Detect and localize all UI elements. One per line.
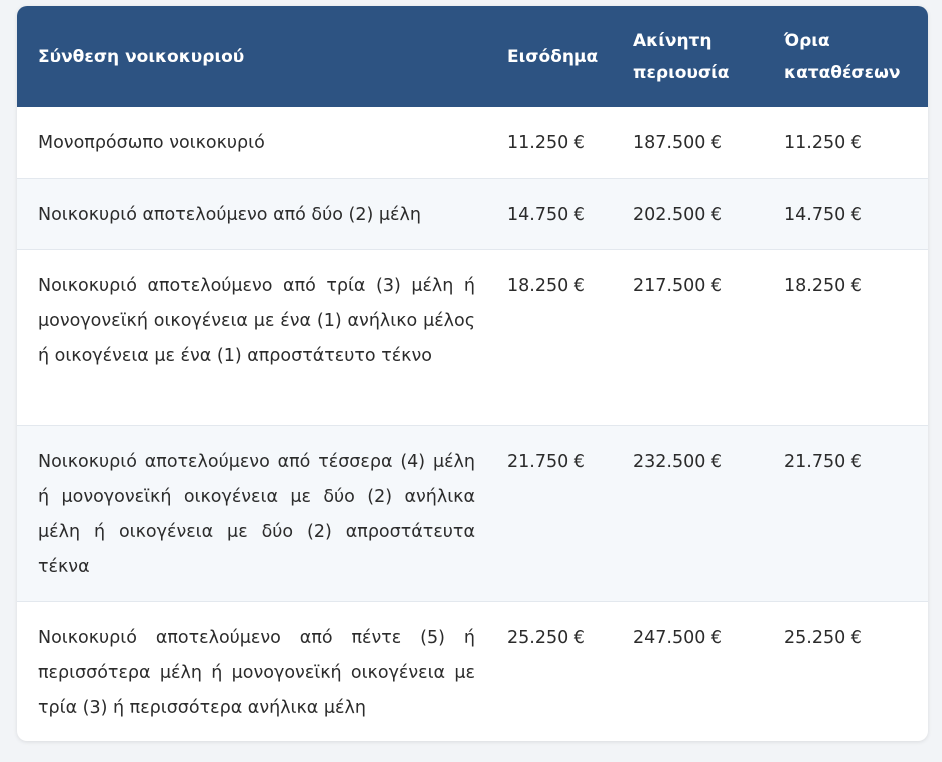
header-income	[487, 6, 613, 107]
table-row	[17, 425, 928, 601]
cell-property: 217.500 €	[633, 275, 723, 296]
cell-deposits: 25.250 €	[784, 627, 862, 648]
cell-income: 11.250 €	[507, 133, 585, 153]
table-body	[17, 107, 928, 741]
cell-property: 187.500 €	[633, 133, 723, 153]
thresholds-table-card	[17, 6, 928, 741]
header-income-label: Εισόδημα	[507, 46, 599, 67]
cell-deposits: 21.750 €	[784, 451, 862, 472]
header-deposits	[764, 6, 928, 107]
header-property-label-line1: Ακίνητη	[633, 30, 712, 51]
header-property	[613, 6, 764, 107]
cell-composition: Νοικοκυριό αποτελούμενο από τέσσερα (4) μέλη ή μονογονεϊκή οικογένεια με δύο (2) ανήλικα μέλη ή οικογένεια με δύο (2) απροστάτευτα τέκνα	[38, 451, 475, 577]
cell-composition: Μονοπρόσωπο νοικοκυριό	[38, 133, 265, 153]
header-deposits-label-line1: Όρια	[784, 30, 830, 51]
header-composition	[17, 6, 487, 107]
cell-income: 18.250 €	[507, 275, 585, 296]
header-row	[17, 6, 928, 107]
table-row	[17, 601, 928, 741]
cell-property: 247.500 €	[633, 627, 723, 648]
cell-income: 21.750 €	[507, 451, 585, 472]
household-thresholds-table	[17, 6, 928, 741]
table-row	[17, 249, 928, 425]
cell-income: 25.250 €	[507, 627, 585, 648]
header-composition-label: Σύνθεση νοικοκυριού	[38, 46, 245, 67]
header-property-label-line2: περιουσία	[633, 62, 730, 83]
cell-deposits: 11.250 €	[784, 133, 862, 153]
cell-property: 202.500 €	[633, 204, 723, 225]
cell-property: 232.500 €	[633, 451, 723, 472]
cell-composition: Νοικοκυριό αποτελούμενο από τρία (3) μέλη ή μονογονεϊκή οικογένεια με ένα (1) ανήλικο μέλος ή οικογένεια με ένα (1) απροστάτευτο τέκνο	[38, 275, 475, 366]
table-header	[17, 6, 928, 107]
table-row	[17, 107, 928, 178]
cell-deposits: 18.250 €	[784, 275, 862, 296]
header-deposits-label-line2: καταθέσεων	[784, 62, 901, 83]
cell-income: 14.750 €	[507, 204, 585, 225]
cell-composition: Νοικοκυριό αποτελούμενο από δύο (2) μέλη	[38, 204, 421, 225]
cell-composition: Νοικοκυριό αποτελούμενο από πέντε (5) ή περισσότερα μέλη ή μονογονεϊκή οικογένεια με τρία (3) ή περισσότερα ανήλικα μέλη	[38, 627, 475, 718]
cell-deposits: 14.750 €	[784, 204, 862, 225]
table-row	[17, 178, 928, 249]
